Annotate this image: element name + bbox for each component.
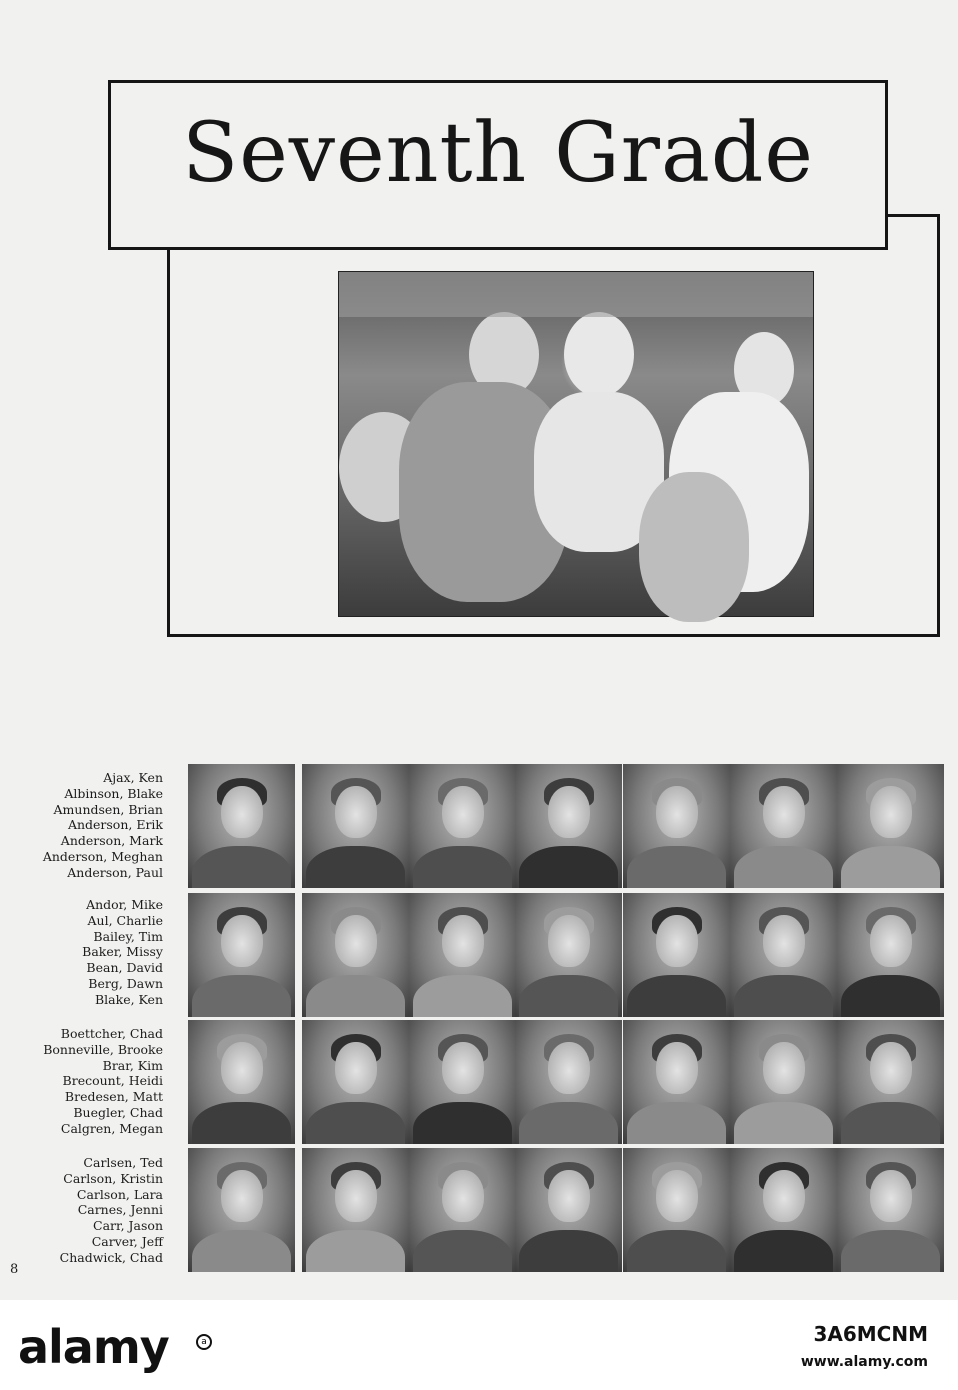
portrait-shirt — [306, 975, 405, 1017]
watermark-footer — [0, 1300, 958, 1390]
photo-figure — [639, 472, 749, 622]
portrait-face — [763, 1170, 805, 1222]
name-list-row-1 — [43, 770, 163, 881]
student-portrait — [188, 1020, 295, 1144]
portrait-face — [335, 1042, 377, 1094]
portrait-face — [221, 915, 263, 967]
student-name: Bean, David — [86, 960, 163, 976]
student-portrait — [515, 764, 622, 888]
alamy-logo-mark-icon: a — [196, 1334, 212, 1350]
portrait-shirt — [306, 1230, 405, 1272]
portrait-shirt — [519, 1230, 618, 1272]
student-portrait — [623, 1148, 730, 1272]
student-portrait — [623, 893, 730, 1017]
student-portrait — [515, 893, 622, 1017]
portrait-shirt — [306, 846, 405, 888]
portrait-shirt — [519, 1102, 618, 1144]
portrait-shirt — [413, 1230, 512, 1272]
portrait-face — [221, 786, 263, 838]
student-portrait — [837, 893, 944, 1017]
name-list-row-4 — [60, 1155, 163, 1266]
portrait-face — [548, 1042, 590, 1094]
portrait-shirt — [413, 846, 512, 888]
student-name: Aul, Charlie — [87, 912, 163, 928]
portrait-shirt — [413, 1102, 512, 1144]
student-name: Andor, Mike — [86, 897, 163, 912]
portrait-shirt — [192, 975, 291, 1017]
student-name: Bailey, Tim — [93, 928, 163, 944]
portrait-shirt — [192, 846, 291, 888]
classroom-photo — [338, 271, 814, 617]
portrait-face — [221, 1170, 263, 1222]
portrait-shirt — [627, 975, 726, 1017]
title-box — [108, 80, 888, 250]
student-portrait — [302, 764, 409, 888]
portrait-face — [442, 1042, 484, 1094]
student-name: Calgren, Megan — [60, 1120, 163, 1136]
student-portrait — [730, 764, 837, 888]
portrait-face — [763, 1042, 805, 1094]
student-portrait — [302, 893, 409, 1017]
student-portrait — [188, 764, 295, 888]
student-portrait — [623, 764, 730, 888]
student-name: Ajax, Ken — [103, 770, 163, 785]
portrait-face — [870, 1170, 912, 1222]
portrait-face — [442, 786, 484, 838]
photo-figure — [564, 312, 634, 397]
student-portrait — [837, 764, 944, 888]
alamy-logo: alamy — [18, 1320, 169, 1374]
student-portrait — [409, 1020, 516, 1144]
student-name: Buegler, Chad — [73, 1104, 163, 1120]
portrait-shirt — [841, 1102, 940, 1144]
portrait-shirt — [841, 975, 940, 1017]
student-name: Carver, Jeff — [91, 1233, 163, 1249]
student-name: Carlsen, Ted — [83, 1155, 163, 1170]
image-id: 3A6MCNM — [813, 1322, 928, 1346]
student-name: Blake, Ken — [94, 991, 163, 1007]
student-name: Brecount, Heidi — [62, 1073, 163, 1089]
student-name: Bredesen, Matt — [64, 1089, 163, 1105]
student-portrait — [730, 1148, 837, 1272]
portrait-shirt — [841, 1230, 940, 1272]
student-portrait — [409, 764, 516, 888]
portrait-shirt — [841, 846, 940, 888]
student-name: Carlson, Lara — [76, 1186, 163, 1202]
student-name: Bonneville, Brooke — [43, 1041, 163, 1057]
portrait-face — [442, 1170, 484, 1222]
portrait-shirt — [627, 1102, 726, 1144]
portrait-face — [656, 786, 698, 838]
portrait-shirt — [627, 1230, 726, 1272]
portrait-face — [870, 786, 912, 838]
portrait-shirt — [734, 1102, 833, 1144]
portrait-face — [221, 1042, 263, 1094]
student-portrait — [188, 893, 295, 1017]
student-name: Carr, Jason — [93, 1218, 163, 1234]
portrait-face — [548, 915, 590, 967]
student-name: Amundsen, Brian — [53, 801, 163, 817]
name-list-row-2 — [82, 897, 163, 1008]
portrait-shirt — [413, 975, 512, 1017]
portrait-shirt — [306, 1102, 405, 1144]
portrait-face — [442, 915, 484, 967]
portrait-shirt — [519, 846, 618, 888]
portrait-shirt — [734, 975, 833, 1017]
portrait-face — [335, 915, 377, 967]
name-list-row-3 — [43, 1026, 163, 1137]
student-portrait — [837, 1020, 944, 1144]
portrait-face — [870, 1042, 912, 1094]
portrait-face — [548, 786, 590, 838]
student-name: Carnes, Jenni — [77, 1202, 163, 1218]
student-name: Anderson, Paul — [67, 864, 163, 880]
portrait-face — [656, 1170, 698, 1222]
student-name: Anderson, Mark — [60, 833, 163, 849]
student-portrait — [730, 1020, 837, 1144]
portrait-shirt — [734, 846, 833, 888]
portrait-shirt — [519, 975, 618, 1017]
student-name: Boettcher, Chad — [60, 1026, 163, 1041]
portrait-shirt — [734, 1230, 833, 1272]
student-portrait — [730, 893, 837, 1017]
student-name: Albinson, Blake — [64, 785, 163, 801]
portrait-shirt — [192, 1102, 291, 1144]
source-url: www.alamy.com — [800, 1354, 928, 1370]
student-name: Anderson, Meghan — [42, 848, 163, 864]
portrait-face — [335, 1170, 377, 1222]
student-portrait — [188, 1148, 295, 1272]
portrait-face — [656, 1042, 698, 1094]
portrait-shirt — [627, 846, 726, 888]
student-portrait — [515, 1148, 622, 1272]
page-title: Seventh Grade — [182, 106, 814, 201]
page-number: 8 — [10, 1262, 19, 1277]
student-portrait — [837, 1148, 944, 1272]
portrait-face — [870, 915, 912, 967]
student-name: Brar, Kim — [102, 1057, 163, 1073]
student-portrait — [302, 1020, 409, 1144]
portrait-face — [548, 1170, 590, 1222]
photo-figure — [339, 272, 813, 317]
portrait-face — [335, 786, 377, 838]
portrait-face — [763, 786, 805, 838]
student-name: Baker, Missy — [82, 944, 163, 960]
student-portrait — [409, 1148, 516, 1272]
portrait-shirt — [192, 1230, 291, 1272]
portrait-face — [763, 915, 805, 967]
student-name: Chadwick, Chad — [59, 1249, 163, 1265]
student-name: Berg, Dawn — [88, 975, 163, 991]
student-portrait — [302, 1148, 409, 1272]
student-name: Anderson, Erik — [67, 817, 163, 833]
student-portrait — [515, 1020, 622, 1144]
student-name: Carlson, Kristin — [63, 1170, 163, 1186]
portrait-face — [656, 915, 698, 967]
student-portrait — [409, 893, 516, 1017]
student-portrait — [623, 1020, 730, 1144]
